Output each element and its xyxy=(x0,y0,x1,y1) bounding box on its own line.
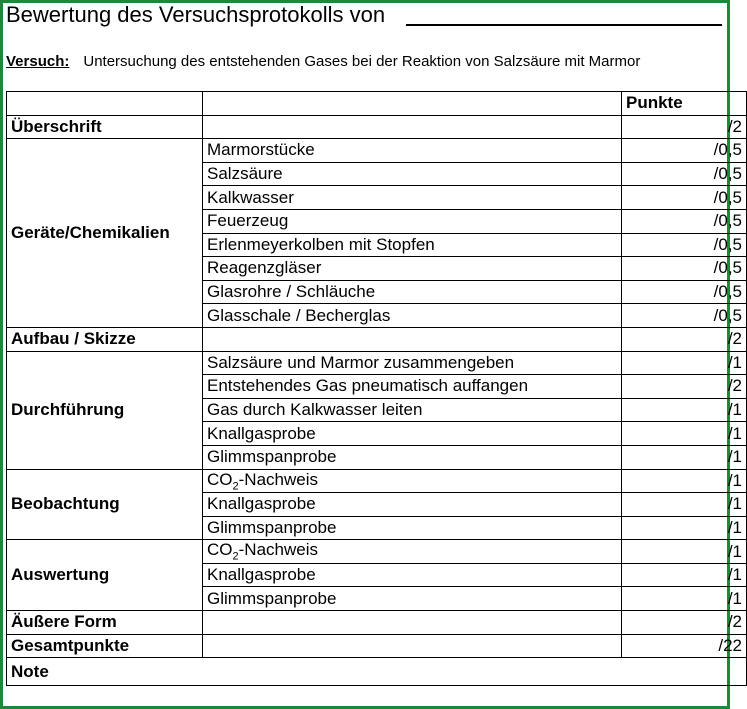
points-cell: /2 xyxy=(622,611,747,635)
points-cell: /0,5 xyxy=(622,257,747,281)
item-cell: Glimmspanprobe xyxy=(203,516,622,540)
points-cell: /2 xyxy=(622,327,747,351)
category-aufbau: Aufbau / Skizze xyxy=(7,327,203,351)
co2-suffix: -Nachweis xyxy=(238,540,318,560)
experiment-line xyxy=(6,53,640,70)
table-row xyxy=(7,611,747,635)
item-cell: Marmorstücke xyxy=(203,139,622,163)
category-aeussere-form: Äußere Form xyxy=(7,611,203,635)
category-ueberschrift: Überschrift xyxy=(7,115,203,139)
item-cell: Salzsäure und Marmor zusammengeben xyxy=(203,351,622,375)
experiment-text: Untersuchung des entstehenden Gases bei der Reaktion von Salzsäure mit Marmor xyxy=(83,53,641,70)
category-geraete: Geräte/Chemikalien xyxy=(7,139,203,328)
item-cell: Salzsäure xyxy=(203,162,622,186)
item-cell: Gas durch Kalkwasser leiten xyxy=(203,398,622,422)
points-cell: /0,5 xyxy=(622,186,747,210)
category-gesamtpunkte: Gesamtpunkte xyxy=(7,634,203,658)
points-cell: /0,5 xyxy=(622,209,747,233)
co2-subscript: 2 xyxy=(232,479,239,492)
item-cell: Kalkwasser xyxy=(203,186,622,210)
table-row xyxy=(7,115,747,139)
item-empty xyxy=(203,634,622,658)
points-cell: /0,5 xyxy=(622,139,747,163)
points-cell: /1 xyxy=(622,445,747,469)
table-row xyxy=(7,469,747,493)
item-cell: Entstehendes Gas pneumatisch auffangen xyxy=(203,375,622,399)
points-cell: /2 xyxy=(622,375,747,399)
points-cell: /1 xyxy=(622,563,747,587)
note-row: Note xyxy=(7,658,747,686)
item-empty xyxy=(203,115,622,139)
points-cell: /0,5 xyxy=(622,162,747,186)
item-cell: Reagenzgläser xyxy=(203,257,622,281)
co2-suffix: -Nachweis xyxy=(238,469,318,489)
points-cell: /1 xyxy=(622,422,747,446)
table-row xyxy=(7,634,747,658)
category-auswertung: Auswertung xyxy=(7,540,203,611)
item-cell: Glimmspanprobe xyxy=(203,445,622,469)
item-empty xyxy=(203,611,622,635)
item-empty xyxy=(203,327,622,351)
item-cell: Knallgasprobe xyxy=(203,563,622,587)
points-cell: /1 xyxy=(622,398,747,422)
item-cell-co2 xyxy=(203,469,622,493)
points-cell: /0,5 xyxy=(622,304,747,328)
item-cell: Erlenmeyerkolben mit Stopfen xyxy=(203,233,622,257)
item-cell: Feuerzeug xyxy=(203,209,622,233)
header-empty-item xyxy=(203,92,622,116)
points-cell: /2 xyxy=(622,115,747,139)
category-durchfuehrung: Durchführung xyxy=(7,351,203,469)
item-cell: Knallgasprobe xyxy=(203,422,622,446)
points-cell: /1 xyxy=(622,351,747,375)
points-cell: /1 xyxy=(622,469,747,493)
points-cell: /1 xyxy=(622,587,747,611)
item-cell-co2 xyxy=(203,540,622,564)
table-row xyxy=(7,351,747,375)
grading-table xyxy=(6,91,747,686)
co2-prefix: CO xyxy=(207,469,233,489)
table-row xyxy=(7,540,747,564)
table-header-row xyxy=(7,92,747,116)
table-row xyxy=(7,658,747,686)
co2-subscript: 2 xyxy=(232,550,239,563)
item-cell: Glimmspanprobe xyxy=(203,587,622,611)
points-cell: /1 xyxy=(622,516,747,540)
item-cell: Glasschale / Becherglas xyxy=(203,304,622,328)
header-empty-category xyxy=(7,92,203,116)
header-points: Punkte xyxy=(622,92,747,116)
points-cell: /0,5 xyxy=(622,233,747,257)
points-cell: /1 xyxy=(622,493,747,517)
page-title: Bewertung des Versuchsprotokolls von xyxy=(6,2,386,27)
points-cell: /1 xyxy=(622,540,747,564)
total-points-cell: /22 xyxy=(622,634,747,658)
points-cell: /0,5 xyxy=(622,280,747,304)
co2-prefix: CO xyxy=(207,540,233,560)
table-row xyxy=(7,139,747,163)
table-row xyxy=(7,327,747,351)
item-cell: Glasrohre / Schläuche xyxy=(203,280,622,304)
name-blank-line xyxy=(406,24,722,26)
category-beobachtung: Beobachtung xyxy=(7,469,203,540)
experiment-label: Versuch: xyxy=(6,53,70,70)
item-cell: Knallgasprobe xyxy=(203,493,622,517)
